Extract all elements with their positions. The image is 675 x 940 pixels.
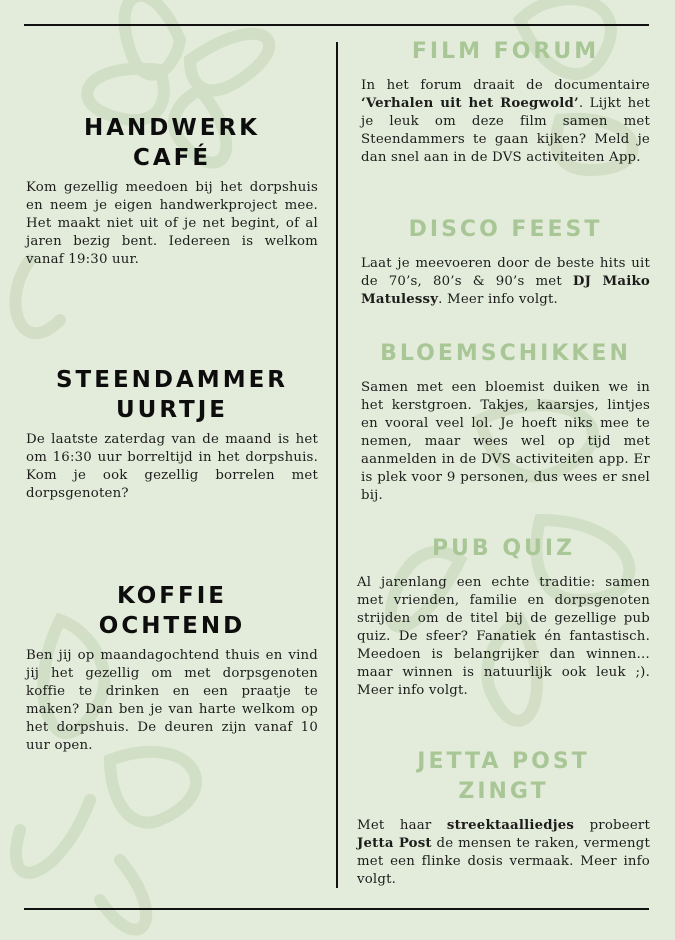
disco-feest-section [361, 215, 650, 309]
dj-name: DJ Maiko Matulessy [361, 274, 650, 307]
column-divider [336, 42, 338, 888]
text-run: . Lijkt het je leuk om deze film samen met Steendammers te gaan kijken? Meld je dan snel aan in de DVS activiteiten App. [361, 96, 650, 165]
bloemschikken-text: Samen met een bloemist duiken we in het kerstgroen. Takjes, kaarsjes, lintjes en vooral veel lol. Je hoeft niks mee te nemen, maar wees wel op tijd met aanmelden in de DVS activiteiten app. Er is plek voor 9 personen, dus wees er snel bij. [361, 380, 650, 503]
pub-quiz-section [357, 534, 650, 700]
steendammer-uurtje-text: De laatste zaterdag van de maand is het om 16:30 uur borreltijd in het dorpshuis. Kom je ook gezellig borrelen met dorpsgenoten? [26, 432, 318, 501]
steendammer-uurtje-section [26, 365, 318, 503]
jetta-post-title [357, 747, 650, 807]
film-forum-section [361, 37, 650, 167]
text-run: In het forum draait de documentaire [361, 78, 650, 93]
text-run: de mensen te raken, vermengt met een flinke dosis vermaak. Meer info volgt. [357, 836, 650, 887]
text-run: Laat je meevoeren door de beste hits uit de 70’s, 80’s & 90’s met [361, 256, 650, 289]
jetta-post-text [357, 817, 650, 889]
text-run: probeert [574, 818, 650, 833]
title-line: KOFFIE [116, 583, 228, 609]
title-line: ZINGT [458, 779, 549, 804]
jetta-post-section [357, 747, 650, 889]
bottom-rule [24, 908, 649, 910]
artist-name: Jetta Post [357, 836, 432, 851]
koffie-ochtend-text: Ben jij op maandagochtend thuis en vind jij het gezellig om met dorpsgenoten koffie te drinken en een praatje te maken? Dan ben je van harte welkom op het dorpshuis. De deuren zijn vanaf 10 uur open. [26, 648, 318, 753]
top-rule [24, 24, 649, 26]
text-run: . Meer info volgt. [438, 292, 558, 307]
title-line: HANDWERK [83, 115, 260, 141]
koffie-ochtend-section [26, 581, 318, 755]
text-run: Met haar [357, 818, 447, 833]
handwerk-cafe-text: Kom gezellig meedoen bij het dorpshuis en neem je eigen handwerkproject mee. Het maakt niet uit of je net begint, of al jaren bezig bent. Iedereen is welkom vanaf 19:30 uur. [26, 180, 318, 267]
disco-feest-text [361, 255, 650, 309]
bold-text: streektaalliedjes [446, 818, 575, 833]
bloemschikken-title: BLOEMSCHIKKEN [380, 341, 631, 366]
disco-feest-title: DISCO FEEST [408, 217, 603, 242]
handwerk-cafe-title [26, 113, 318, 173]
handwerk-cafe-section [26, 113, 318, 269]
pub-quiz-title: PUB QUIZ [431, 536, 576, 561]
title-line: UURTJE [116, 397, 228, 423]
steendammer-uurtje-title [26, 365, 318, 425]
koffie-ochtend-title [26, 581, 318, 641]
bloemschikken-section [361, 339, 650, 505]
pub-quiz-text: Al jarenlang een echte traditie: samen met vrienden, familie en dorpsgenoten strijden om de titel bij de gezellige pub quiz. De sfeer? Fanatiek én fantastisch. Meedoen is belangrijker dan winnen… maar winnen is natuurlijk ook leuk ;). Meer info volgt. [357, 575, 650, 698]
documentary-title: ‘Verhalen uit het Roegwold’ [361, 96, 579, 111]
title-line: OCHTEND [98, 613, 246, 639]
title-line: STEENDAMMER [55, 367, 288, 393]
film-forum-text [361, 77, 650, 167]
film-forum-title: FILM FORUM [411, 39, 600, 64]
title-line: JETTA POST [417, 749, 590, 774]
title-line: CAFÉ [132, 145, 212, 171]
